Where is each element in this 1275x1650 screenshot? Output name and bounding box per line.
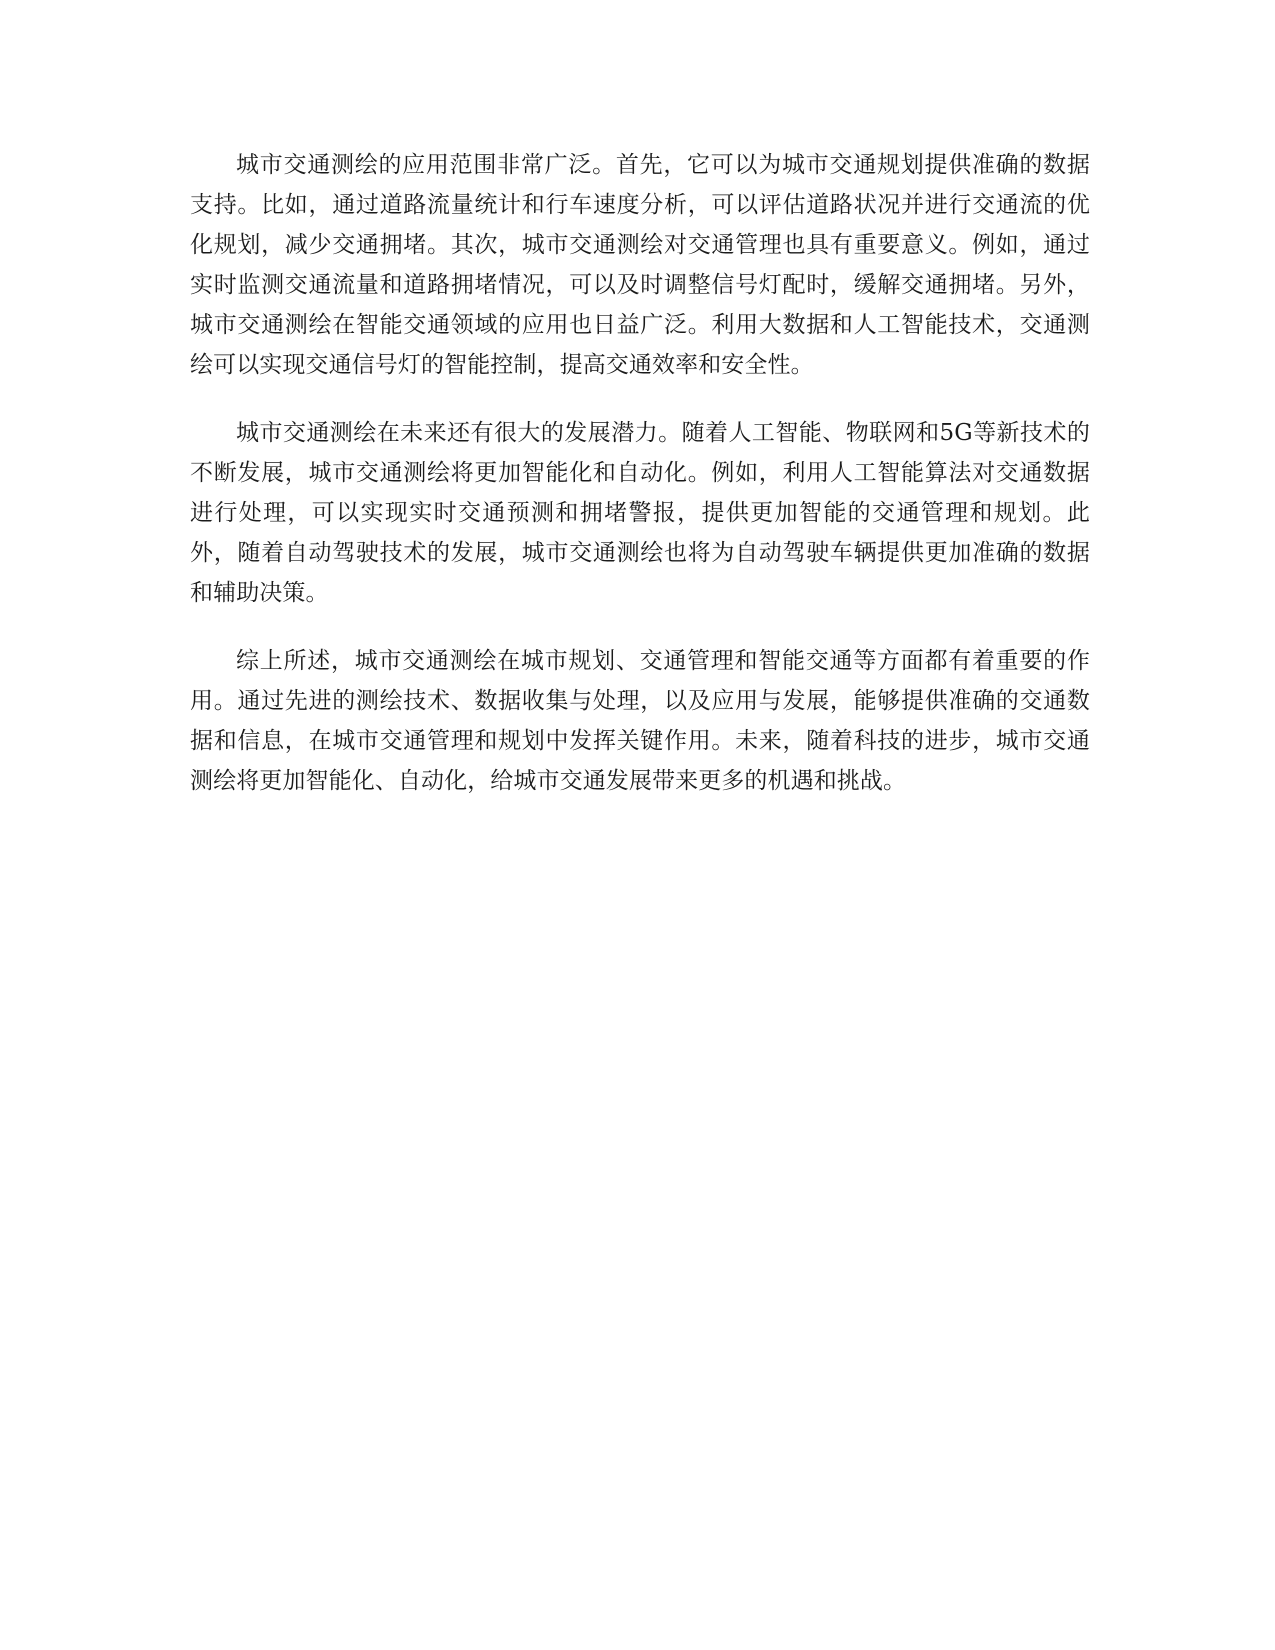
paragraph-future-potential: 城市交通测绘在未来还有很大的发展潜力。随着人工智能、物联网和5G等新技术的不断发展，城市交通测绘将更加智能化和自动化。例如，利用人工智能算法对交通数据进行处理，可以实现实时交通预测和拥堵警报，提供更加智能的交通管理和规划。此外，随着自动驾驶技术的发展，城市交通测绘也将为自动驾驶车辆提供更加准确的数据和辅助决策。 xyxy=(190,420,1090,606)
paragraph-conclusion: 综上所述，城市交通测绘在城市规划、交通管理和智能交通等方面都有着重要的作用。通过先进的测绘技术、数据收集与处理，以及应用与发展，能够提供准确的交通数据和信息，在城市交通管理和规划中发挥关键作用。未来，随着科技的进步，城市交通测绘将更加智能化、自动化，给城市交通发展带来更多的机遇和挑战。 xyxy=(190,648,1090,794)
document-body xyxy=(190,145,1090,829)
paragraph-applications: 城市交通测绘的应用范围非常广泛。首先，它可以为城市交通规划提供准确的数据支持。比如，通过道路流量统计和行车速度分析，可以评估道路状况并进行交通流的优化规划，减少交通拥堵。其次，城市交通测绘对交通管理也具有重要意义。例如，通过实时监测交通流量和道路拥堵情况，可以及时调整信号灯配时，缓解交通拥堵。另外，城市交通测绘在智能交通领域的应用也日益广泛。利用大数据和人工智能技术，交通测绘可以实现交通信号灯的智能控制，提高交通效率和安全性。 xyxy=(190,152,1090,378)
